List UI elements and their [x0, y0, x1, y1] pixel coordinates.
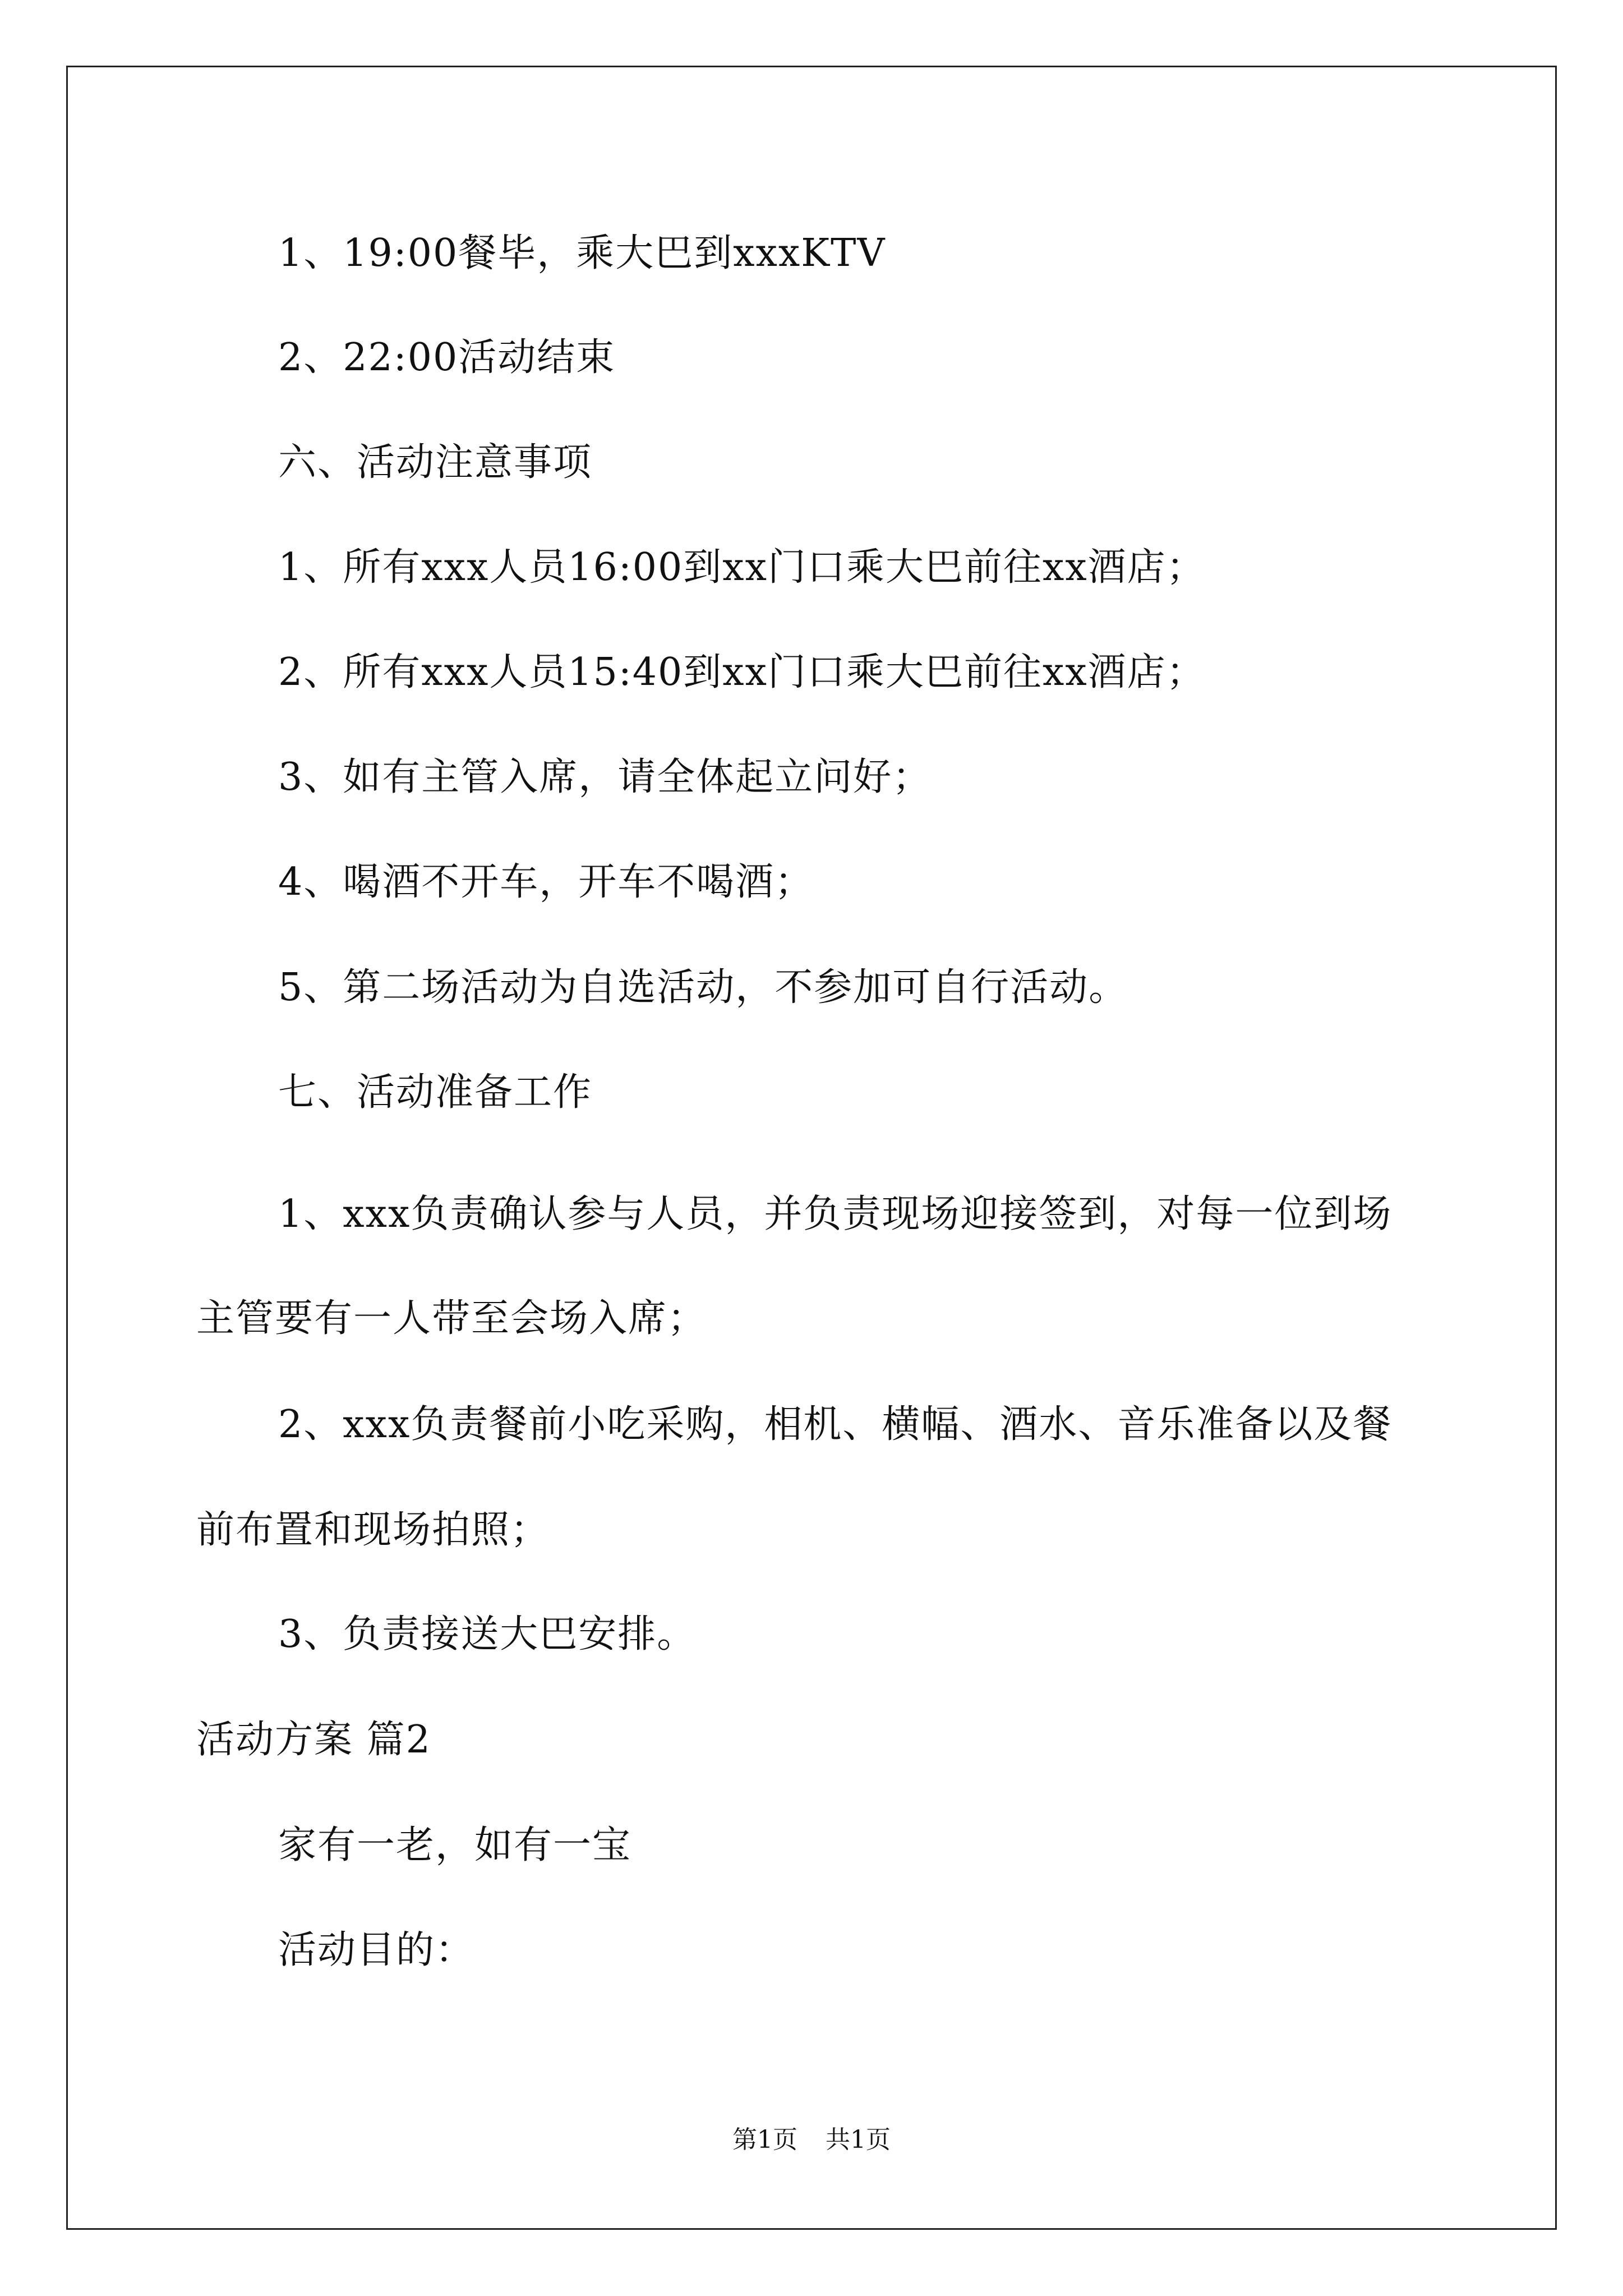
text-line: 前布置和现场拍照； — [196, 1508, 550, 1552]
page-border — [66, 66, 1557, 2230]
text-line: 1、所有xxx人员16:00到xx门口乘大巴前往xx酒店； — [278, 545, 1206, 590]
text-line: 2、所有xxx人员15:40到xx门口乘大巴前往xx酒店； — [278, 650, 1206, 694]
page-number: 第1页 — [732, 2125, 797, 2154]
document-title: 活动方案 篇2 — [196, 1718, 431, 1762]
section-heading: 七、活动准备工作 — [278, 1070, 593, 1115]
text-line: 2、xxx负责餐前小吃采购，相机、横幅、酒水、音乐准备以及餐 — [278, 1402, 1393, 1447]
text-line: 主管要有一人带至会场入席； — [196, 1296, 707, 1341]
text-line: 1、xxx负责确认参与人员，并负责现场迎接签到，对每一位到场 — [278, 1192, 1393, 1236]
text-line: 3、如有主管入席，请全体起立问好； — [278, 755, 932, 799]
text-line: 家有一老，如有一宝 — [278, 1823, 632, 1867]
text-line: 5、第二场活动为自选活动，不参加可自行活动。 — [278, 965, 1128, 1010]
text-line: 4、喝酒不开车，开车不喝酒； — [278, 860, 814, 904]
text-line: 1、19:00餐毕，乘大巴到xxxKTV — [278, 231, 886, 275]
section-heading: 六、活动注意事项 — [278, 440, 593, 485]
page-total: 共1页 — [826, 2125, 891, 2154]
text-line: 活动目的： — [278, 1928, 475, 1972]
page-footer — [0, 2123, 1623, 2157]
text-line: 3、负责接送大巴安排。 — [278, 1612, 697, 1657]
text-line: 2、22:00活动结束 — [278, 335, 616, 380]
